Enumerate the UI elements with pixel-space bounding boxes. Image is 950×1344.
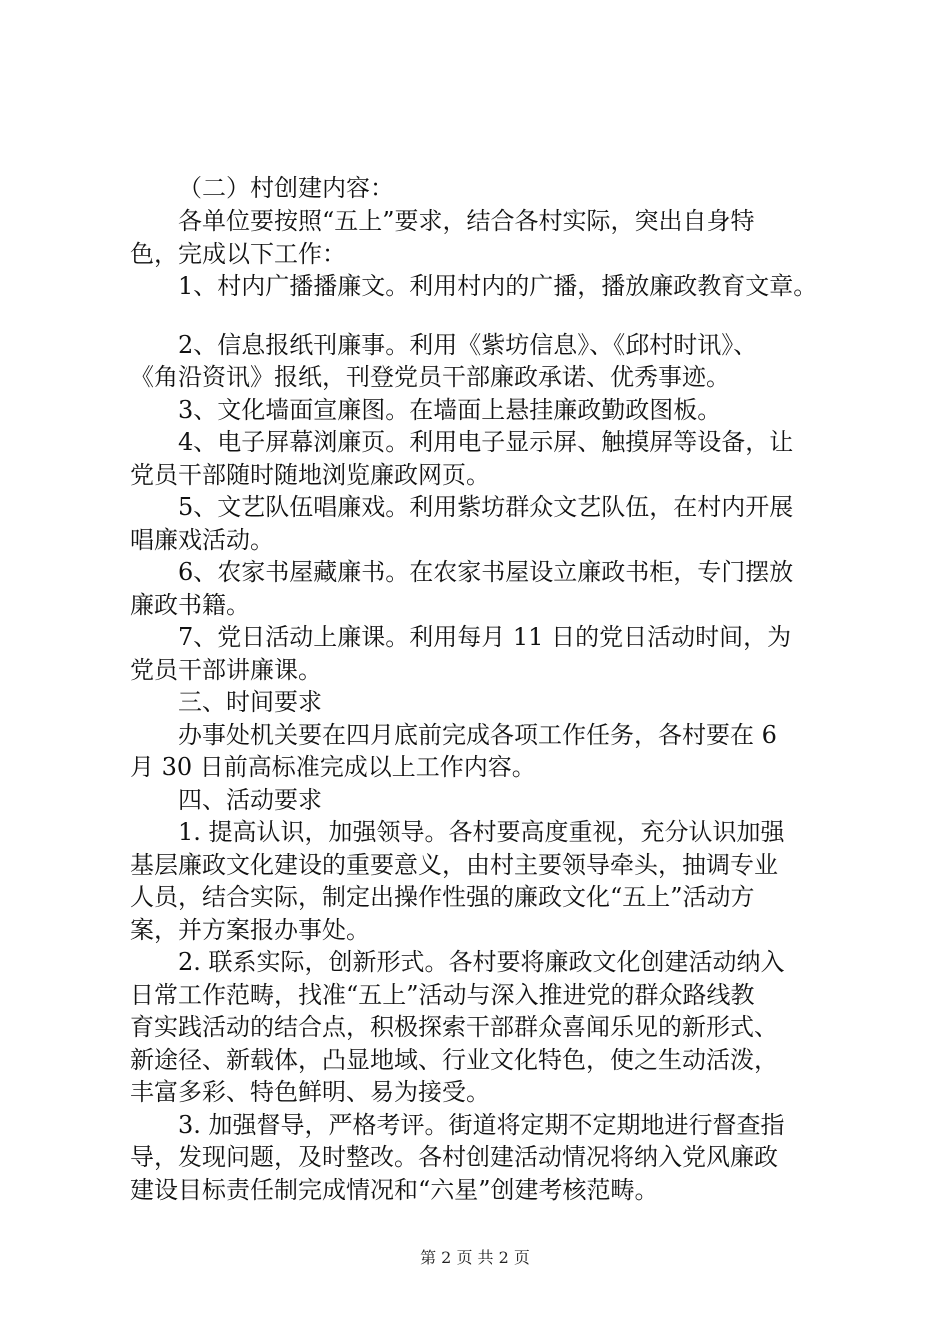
list-item: 1. 提高认识，加强领导。各村要高度重视，充分认识加强 <box>178 818 785 846</box>
paragraph-line: 党员干部随时随地浏览廉政网页。 <box>130 461 490 489</box>
section-heading-village-content: （二）村创建内容： <box>178 174 394 202</box>
paragraph-line: 人员，结合实际，制定出操作性强的廉政文化“五上”活动方 <box>130 883 755 911</box>
paragraph-line: 新途径、新载体，凸显地域、行业文化特色，使之生动活泼， <box>130 1046 778 1074</box>
paragraph-line: 育实践活动的结合点，积极探索干部群众喜闻乐见的新形式、 <box>130 1013 778 1041</box>
list-item: 4、电子屏幕浏廉页。利用电子显示屏、触摸屏等设备，让 <box>178 428 794 456</box>
paragraph-line: 办事处机关要在四月底前完成各项工作任务，各村要在 6 <box>178 721 777 749</box>
list-item: 2、信息报纸刊廉事。利用《紫坊信息》、《邱村时讯》、 <box>178 331 758 359</box>
list-item: 6、农家书屋藏廉书。在农家书屋设立廉政书柜，专门摆放 <box>178 558 794 586</box>
list-item: 3、文化墙面宣廉图。在墙面上悬挂廉政勤政图板。 <box>178 396 722 424</box>
list-item: 2. 联系实际，创新形式。各村要将廉政文化创建活动纳入 <box>178 948 785 976</box>
page-footer: 第 2 页 共 2 页 <box>420 1248 530 1267</box>
list-item: 5、文艺队伍唱廉戏。利用紫坊群众文艺队伍，在村内开展 <box>178 493 794 521</box>
paragraph-line: 建设目标责任制完成情况和“六星”创建考核范畴。 <box>130 1176 659 1204</box>
section-heading-activity: 四、活动要求 <box>178 786 322 814</box>
paragraph-line: 案，并方案报办事处。 <box>130 916 370 944</box>
paragraph-line: 色，完成以下工作： <box>130 240 346 268</box>
paragraph-line: 《角沿资讯》报纸，刊登党员干部廉政承诺、优秀事迹。 <box>130 363 730 391</box>
list-item: 7、党日活动上廉课。利用每月 11 日的党日活动时间，为 <box>178 623 792 651</box>
paragraph-line: 廉政书籍。 <box>130 591 250 619</box>
paragraph-line: 党员干部讲廉课。 <box>130 656 322 684</box>
paragraph-line: 基层廉政文化建设的重要意义，由村主要领导牵头，抽调专业 <box>130 851 778 879</box>
paragraph-line: 唱廉戏活动。 <box>130 526 274 554</box>
list-item: 1、村内广播播廉文。利用村内的广播，播放廉政教育文章。 <box>178 272 818 300</box>
paragraph-line: 日常工作范畴，找准“五上”活动与深入推进党的群众路线教 <box>130 981 755 1009</box>
paragraph-line: 导，发现问题，及时整改。各村创建活动情况将纳入党风廉政 <box>130 1143 778 1171</box>
paragraph-line: 丰富多彩、特色鲜明、易为接受。 <box>130 1078 490 1106</box>
paragraph-line: 月 30 日前高标准完成以上工作内容。 <box>130 753 536 781</box>
list-item: 3. 加强督导，严格考评。街道将定期不定期地进行督查指 <box>178 1111 785 1139</box>
section-heading-time: 三、时间要求 <box>178 688 322 716</box>
paragraph-line: 各单位要按照“五上”要求，结合各村实际，突出自身特 <box>178 207 755 235</box>
